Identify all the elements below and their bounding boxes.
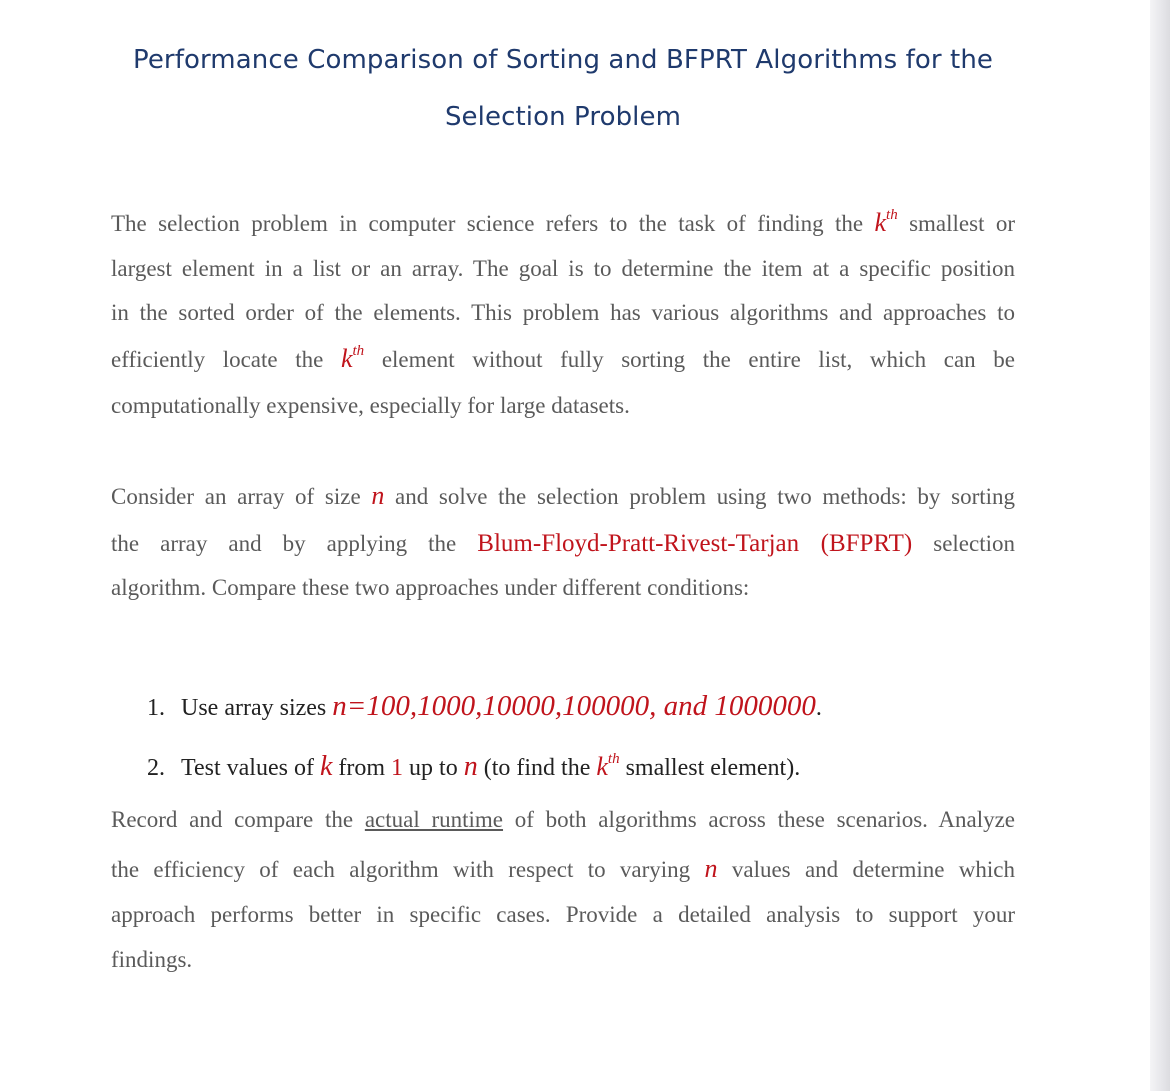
paragraph-2-line-2 (111, 530, 1015, 558)
text-span: element without fully sorting the entire list, which can be (381, 347, 1015, 372)
text-span: and solve the selection problem using two methods: by sorting (395, 484, 1016, 509)
list-number: 1. (147, 695, 165, 721)
math-array-sizes: n=100,1000,10000,100000, and 1000000 (332, 690, 816, 722)
text-span: efficiently locate the (111, 347, 324, 372)
text-span: Consider an array of size (111, 484, 361, 509)
paragraph-1-line-2: largest element in a list or an array. The goal is to determine the item at a specific position (111, 256, 1015, 281)
actual-runtime-underlined: actual runtime (364, 807, 504, 832)
paragraph-3-line-1 (111, 807, 1015, 833)
paragraph-1-line-3: in the sorted order of the elements. This problem has various algorithms and approaches to (111, 300, 1015, 325)
document-title-line-1: Performance Comparison of Sorting and BFPRT Algorithms for the (132, 45, 994, 75)
math-variable-k: k (874, 208, 887, 237)
document-title-line-2: Selection Problem (444, 102, 682, 132)
list-item-2 (147, 751, 800, 783)
paragraph-3-line-2 (111, 854, 1015, 884)
math-variable-n: n (704, 854, 718, 883)
text-span: selection (933, 531, 1015, 556)
math-k-th (340, 343, 365, 373)
bfprt-algorithm-name: Blum-Floyd-Pratt-Rivest-Tarjan (BFPRT) (477, 530, 913, 557)
list-number: 2. (147, 755, 165, 781)
paragraph-3-line-4: findings. (111, 947, 193, 972)
math-number-one: 1 (391, 755, 404, 781)
math-k-th (596, 751, 620, 781)
text-span: up to (409, 755, 458, 781)
text-span: the array and by applying the (111, 531, 457, 556)
math-variable-n: n (371, 481, 385, 510)
paragraph-1-line-5: computationally expensive, especially for large datasets. (111, 393, 630, 418)
text-span: The selection problem in computer science refers to the task of finding the (111, 211, 864, 236)
text-span: . (815, 695, 822, 721)
math-variable-k: k (319, 751, 333, 782)
paragraph-1-line-4 (111, 344, 1015, 374)
text-span: Test values of (181, 755, 314, 781)
math-superscript-th: th (607, 751, 620, 767)
text-span: smallest element). (625, 755, 801, 781)
paragraph-1-line-1 (111, 208, 1015, 238)
text-span: from (338, 755, 386, 781)
text-span: values and determine which (731, 857, 1016, 882)
math-variable-n: n (463, 751, 478, 782)
text-span: Record and compare the (111, 807, 354, 832)
math-variable-k: k (596, 752, 608, 781)
page-edge-shadow (1150, 0, 1170, 1091)
text-span: of both algorithms across these scenarios. Analyze (514, 807, 1016, 832)
paragraph-2-line-3: algorithm. Compare these two approaches under different conditions: (111, 575, 750, 600)
math-superscript-th: th (886, 207, 898, 223)
list-item-1 (147, 690, 822, 723)
text-span: smallest or (909, 211, 1016, 236)
text-span: the efficiency of each algorithm with respect to varying (111, 857, 691, 882)
paragraph-2-line-1 (111, 481, 1015, 511)
text-span: (to find the (483, 755, 591, 781)
text-span: Use array sizes (181, 695, 327, 721)
paragraph-3-line-3: approach performs better in specific cases. Provide a detailed analysis to support your (111, 902, 1015, 927)
math-k-th (874, 207, 898, 237)
math-variable-k: k (340, 344, 353, 373)
math-superscript-th: th (352, 343, 365, 359)
